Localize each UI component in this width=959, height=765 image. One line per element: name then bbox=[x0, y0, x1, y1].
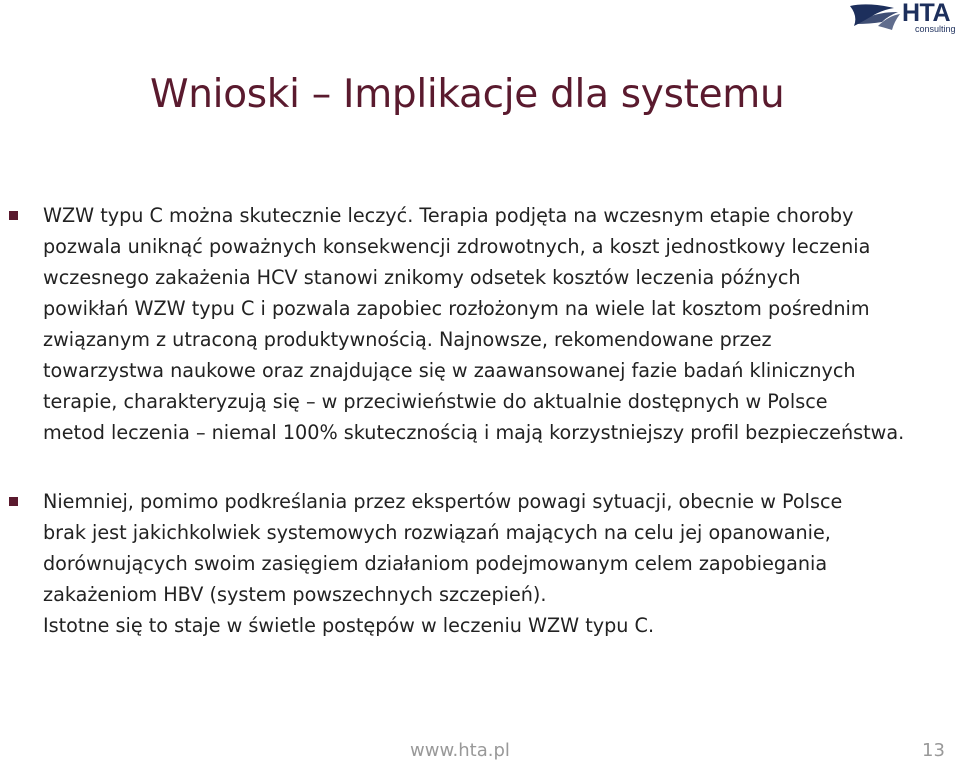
page-number: 13 bbox=[922, 740, 945, 761]
paragraph-line: terapie, charakteryzują się – w przeciwieństwie do aktualnie dostępnych w Polsce bbox=[43, 390, 828, 413]
paragraph-line: związanym z utraconą produktywnością. Najnowsze, rekomendowane przez bbox=[43, 328, 772, 351]
bullet-marker-1 bbox=[9, 211, 18, 220]
paragraph-line: brak jest jakichkolwiek systemowych rozwiązań mających na celu jej opanowanie, bbox=[43, 521, 831, 544]
page-title: Wnioski – Implikacje dla systemu bbox=[150, 72, 785, 117]
paragraph-line: zakażeniom HBV (system powszechnych szczepień). bbox=[43, 583, 547, 606]
paragraph-line: Niemniej, pomimo podkreślania przez ekspertów powagi sytuacji, obecnie w Polsce bbox=[43, 490, 843, 513]
logo-subtitle: consulting bbox=[915, 24, 956, 34]
bullet-paragraph-2 bbox=[43, 486, 949, 641]
paragraph-line: Istotne się to staje w świetle postępów w leczeniu WZW typu C. bbox=[43, 614, 655, 637]
paragraph-line: metod leczenia – niemal 100% skutecznością i mają korzystniejszy profil bezpieczeństwa. bbox=[43, 421, 905, 444]
paragraph-line: wczesnego zakażenia HCV stanowi znikomy odsetek kosztów leczenia późnych bbox=[43, 266, 801, 289]
bullet-marker-2 bbox=[9, 497, 18, 506]
paragraph-line: WZW typu C można skutecznie leczyć. Terapia podjęta na wczesnym etapie choroby bbox=[43, 204, 854, 227]
paragraph-line: pozwala uniknąć poważnych konsekwencji zdrowotnych, a koszt jednostkowy leczenia bbox=[43, 235, 871, 258]
footer-url[interactable]: www.hta.pl bbox=[410, 740, 510, 761]
paragraph-line: powikłań WZW typu C i pozwala zapobiec rozłożonym na wiele lat kosztom pośrednim bbox=[43, 297, 870, 320]
paragraph-line: towarzystwa naukowe oraz znajdujące się w zaawansowanej fazie badań klinicznych bbox=[43, 359, 856, 382]
bullet-paragraph-1 bbox=[43, 200, 949, 448]
logo-text: HTA bbox=[902, 0, 951, 27]
paragraph-line: dorównujących swoim zasięgiem działaniom podejmowanym celem zapobiegania bbox=[43, 552, 828, 575]
